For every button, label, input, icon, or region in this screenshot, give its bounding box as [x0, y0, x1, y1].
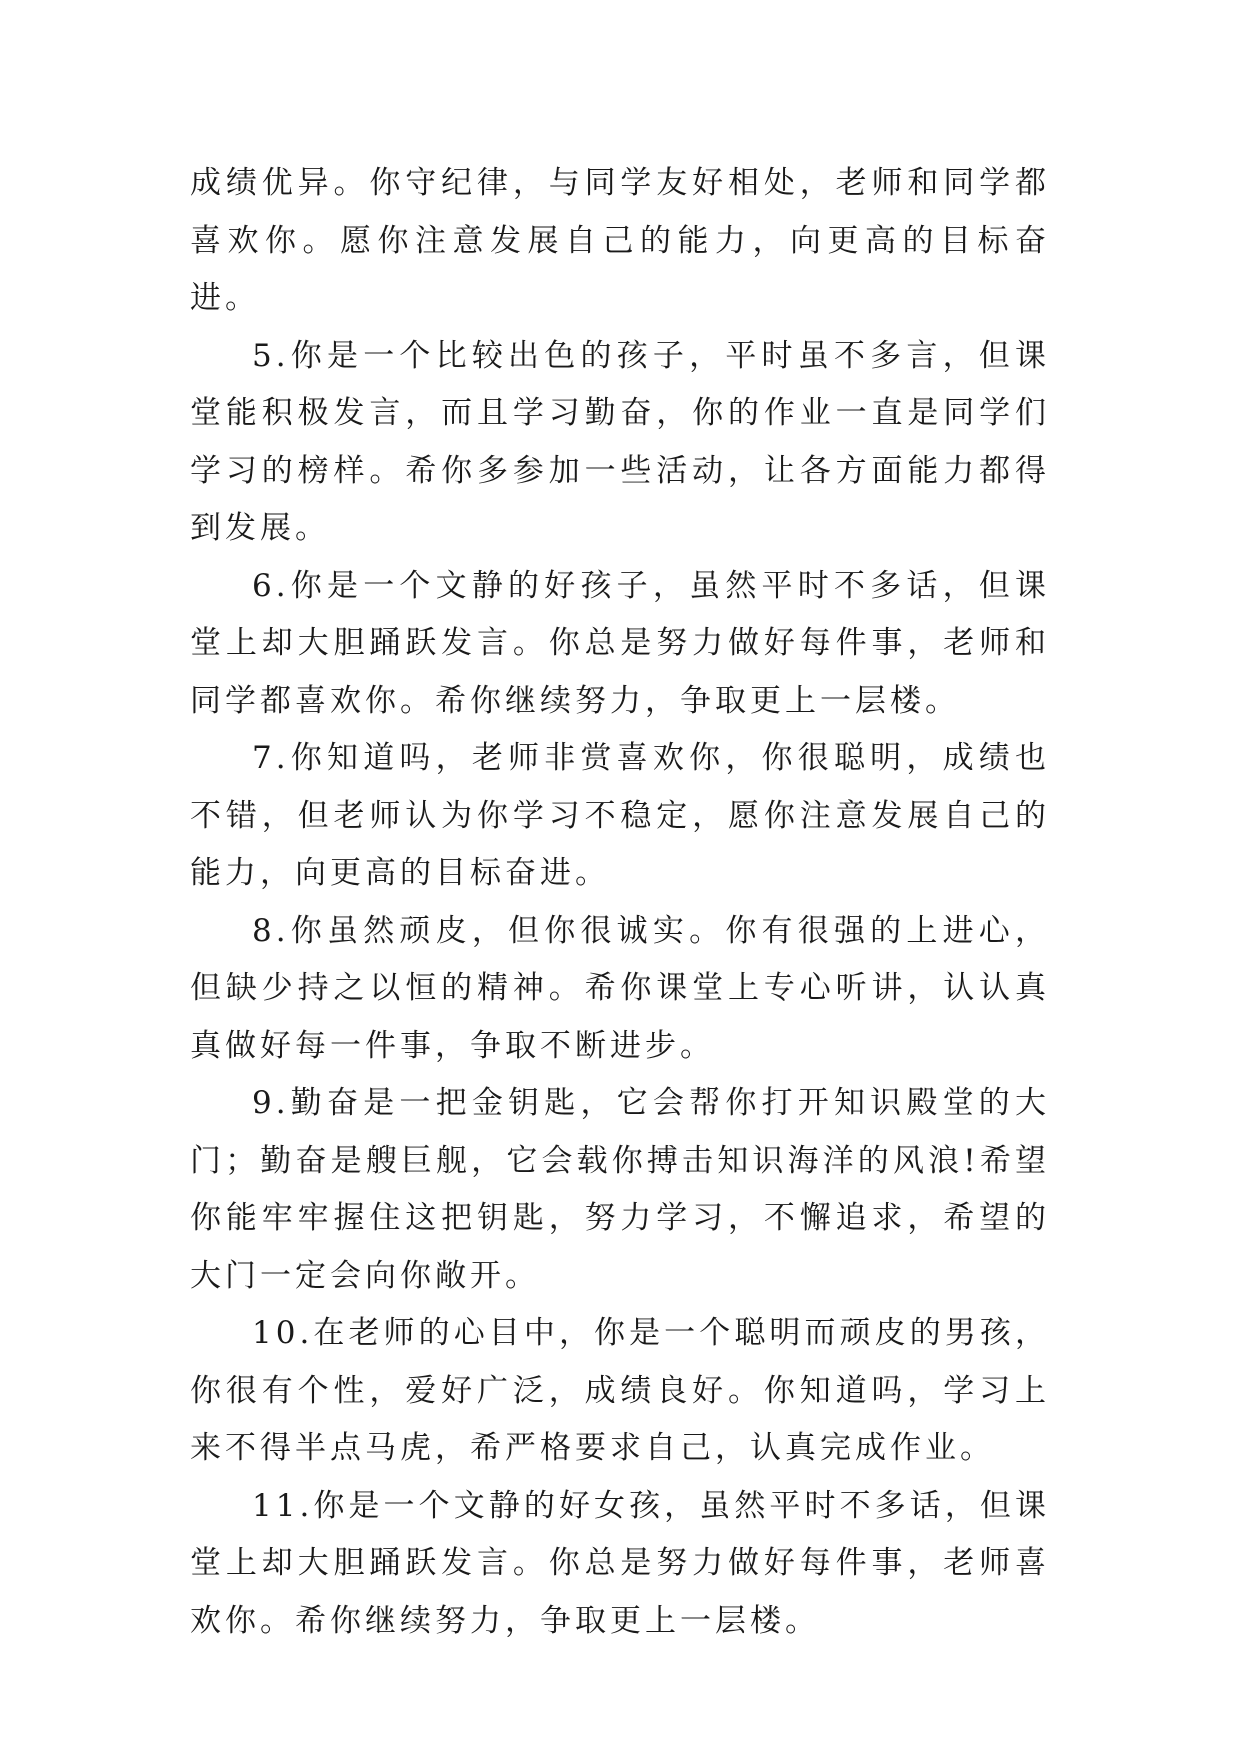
document-body	[190, 155, 1050, 1650]
paragraph-item-5: 5.你是一个比较出色的孩子，平时虽不多言，但课堂能积极发言，而且学习勤奋，你的作业一直是同学们学习的榜样。希你多参加一些活动，让各方面能力都得到发展。	[190, 337, 1050, 546]
paragraph-item-7: 7.你知道吗，老师非赏喜欢你，你很聪明，成绩也不错，但老师认为你学习不稳定，愿你注意发展自己的能力，向更高的目标奋进。	[190, 740, 1050, 891]
paragraph-item-10: 10.在老师的心目中，你是一个聪明而顽皮的男孩，你很有个性，爱好广泛，成绩良好。你知道吗，学习上来不得半点马虎，希严格要求自己，认真完成作业。	[190, 1315, 1050, 1466]
paragraph-item-9: 9.勤奋是一把金钥匙，它会帮你打开知识殿堂的大门；勤奋是艘巨舰，它会载你搏击知识海洋的风浪!希望你能牢牢握住这把钥匙，努力学习，不懈追求，希望的大门一定会向你敞开。	[190, 1085, 1050, 1294]
paragraph-continued: 成绩优异。你守纪律，与同学友好相处，老师和同学都喜欢你。愿你注意发展自己的能力，向更高的目标奋进。	[190, 165, 1050, 316]
paragraph-item-6: 6.你是一个文静的好孩子，虽然平时不多话，但课堂上却大胆踊跃发言。你总是努力做好每件事，老师和同学都喜欢你。希你继续努力，争取更上一层楼。	[190, 567, 1050, 719]
paragraph-item-11: 11.你是一个文静的好女孩，虽然平时不多话，但课堂上却大胆踊跃发言。你总是努力做好每件事，老师喜欢你。希你继续努力，争取更上一层楼。	[190, 1487, 1050, 1639]
paragraph-item-8: 8.你虽然顽皮，但你很诚实。你有很强的上进心，但缺少持之以恒的精神。希你课堂上专心听讲，认认真真做好每一件事，争取不断进步。	[190, 912, 1050, 1064]
